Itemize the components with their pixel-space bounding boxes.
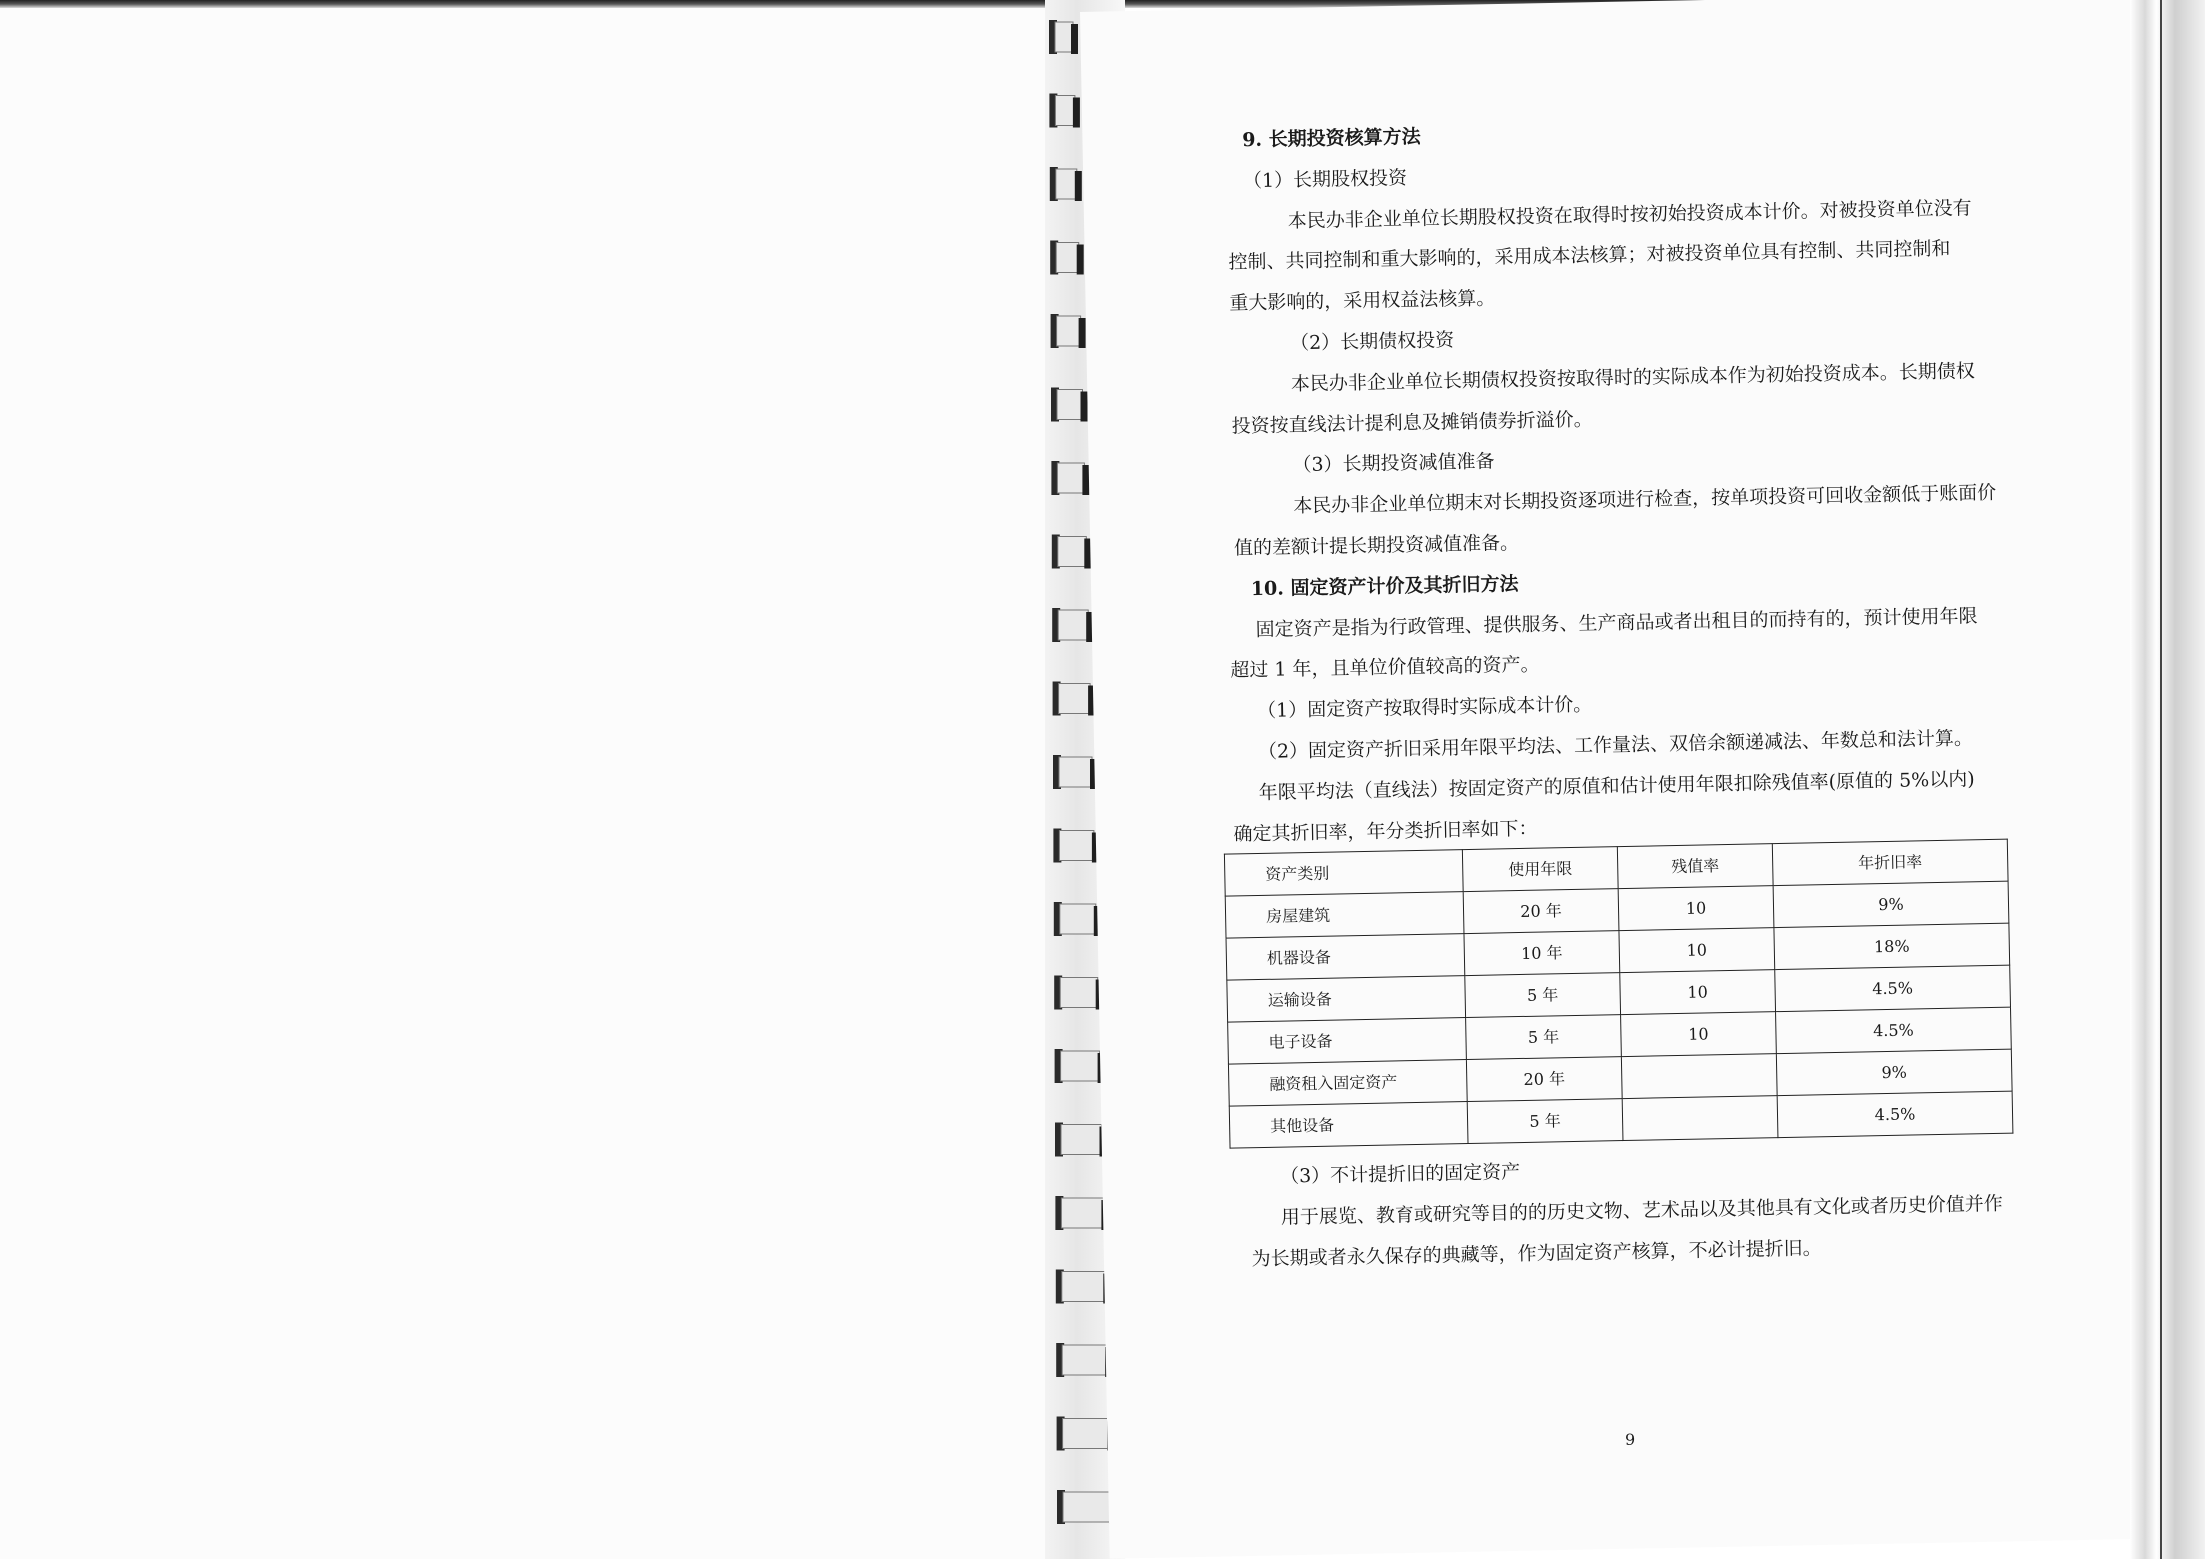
section-9-sub3-text-1: 本民办非企业单位期末对长期投资逐项进行检查，按单项投资可回收金额低于账面价 <box>1293 481 1997 518</box>
binding-ring <box>1051 388 1088 422</box>
table-cell: 10 <box>1621 1012 1777 1057</box>
section-9-heading: 9. 长期投资核算方法 <box>1241 125 1421 152</box>
section-9-sub1-text-1: 本民办非企业单位长期股权投资在取得时按初始投资成本计价。对被投资单位没有 <box>1287 196 1972 232</box>
section-9-sub2-text-2: 投资按直线法计提利息及摊销债券折溢价。 <box>1231 408 1593 438</box>
table-header-cell: 资产类别 <box>1224 850 1463 897</box>
table-header-cell: 使用年限 <box>1462 847 1618 892</box>
table-cell: 20 年 <box>1463 889 1619 934</box>
depreciation-table <box>1224 839 2014 1149</box>
table-cell: 5 年 <box>1466 1015 1622 1060</box>
section-10-item-3-text-1: 用于展览、教育或研究等目的的历史文物、艺术品以及其他具有文化或者历史价值并作 <box>1280 1192 2003 1229</box>
binding-ring <box>1053 682 1096 716</box>
binding-ring <box>1051 314 1086 348</box>
table-cell: 电子设备 <box>1228 1018 1467 1065</box>
table-header-cell: 残值率 <box>1617 844 1773 889</box>
binding-ring <box>1054 902 1101 936</box>
table-cell: 4.5% <box>1777 1091 2013 1138</box>
binding-ring <box>1056 1270 1111 1304</box>
binding-ring <box>1050 167 1082 201</box>
section-10-item-2: （2）固定资产折旧采用年限平均法、工作量法、双倍余额递减法、年数总和法计算。 <box>1257 727 1974 763</box>
page-content <box>1200 114 2042 1271</box>
section-9-sub1-title: （1）长期股权投资 <box>1242 166 1408 192</box>
table-cell: 18% <box>1774 923 2010 970</box>
table-cell: 5 年 <box>1465 973 1621 1018</box>
binding-ring <box>1049 20 1078 54</box>
section-10-intro-1: 固定资产是指为行政管理、提供服务、生产商品或者出租目的而持有的，预计使用年限 <box>1255 604 1978 641</box>
section-10-heading: 10. 固定资产计价及其折旧方法 <box>1250 572 1519 600</box>
section-9-sub2-title: （2）长期债权投资 <box>1289 329 1455 355</box>
page-number: 9 <box>1625 1430 1636 1449</box>
table-cell: 运输设备 <box>1227 976 1466 1023</box>
binding-ring <box>1057 1417 1115 1451</box>
table-cell: 10 年 <box>1464 931 1620 976</box>
binding-ring <box>1050 241 1084 275</box>
section-10-intro-2: 超过 1 年，且单位价值较高的资产。 <box>1230 653 1540 682</box>
table-cell: 10 <box>1618 886 1774 931</box>
section-9-sub2-text-1: 本民办非企业单位长期债权投资按取得时的实际成本作为初始投资成本。长期债权 <box>1290 359 1975 396</box>
right-page-edges <box>2130 0 2205 1559</box>
binding-ring <box>1054 976 1103 1010</box>
table-cell <box>1622 1096 1778 1141</box>
table-cell: 10 <box>1620 970 1776 1015</box>
table-cell: 融资租入固定资产 <box>1228 1060 1467 1107</box>
binding-ring <box>1049 94 1080 128</box>
section-10-item-2-text-2: 确定其折旧率，年分类折旧率如下： <box>1233 817 1538 846</box>
table-cell: 20 年 <box>1466 1057 1622 1102</box>
table-cell: 房屋建筑 <box>1225 892 1464 939</box>
binding-ring <box>1055 1123 1107 1157</box>
left-blank-page <box>0 8 1045 1559</box>
section-10-item-1: （1）固定资产按取得时实际成本计价。 <box>1256 693 1593 723</box>
table-cell: 10 <box>1619 928 1775 973</box>
binding-ring <box>1052 535 1092 569</box>
section-9-sub3-text-2: 值的差额计提长期投资减值准备。 <box>1233 531 1520 560</box>
binding-ring <box>1055 1196 1108 1230</box>
section-10-item-2-text-1: 年限平均法（直线法）按固定资产的原值和估计使用年限扣除残值率(原值的 5%以内) <box>1258 768 1975 804</box>
table-cell: 其他设备 <box>1229 1102 1468 1149</box>
binding-ring <box>1053 755 1097 789</box>
binding-ring <box>1055 1049 1105 1083</box>
table-cell: 4.5% <box>1775 965 2011 1012</box>
binding-ring <box>1056 1343 1112 1377</box>
section-10-item-3-text-2: 为长期或者永久保存的典藏等，作为固定资产核算，不必计提折旧。 <box>1251 1237 1822 1271</box>
depreciation-table-body <box>1224 839 2012 1148</box>
binding-ring <box>1052 608 1093 642</box>
table-cell: 9% <box>1776 1049 2012 1096</box>
section-9-sub1-text-3: 重大影响的，采用权益法核算。 <box>1229 287 1496 315</box>
table-cell <box>1621 1054 1777 1099</box>
binding-ring <box>1051 461 1089 495</box>
table-cell: 9% <box>1773 881 2009 928</box>
binding-ring <box>1057 1490 1116 1524</box>
table-cell: 5 年 <box>1467 1099 1623 1144</box>
binding-ring <box>1053 829 1099 863</box>
section-10-item-3: （3）不计提折旧的固定资产 <box>1279 1161 1521 1188</box>
section-9-sub3-title: （3）长期投资减值准备 <box>1292 450 1495 477</box>
table-cell: 4.5% <box>1776 1007 2012 1054</box>
table-header-cell: 年折旧率 <box>1772 839 2008 886</box>
table-cell: 机器设备 <box>1226 934 1465 981</box>
section-9-sub1-text-2: 控制、共同控制和重大影响的，采用成本法核算；对被投资单位具有控制、共同控制和 <box>1228 238 1951 274</box>
